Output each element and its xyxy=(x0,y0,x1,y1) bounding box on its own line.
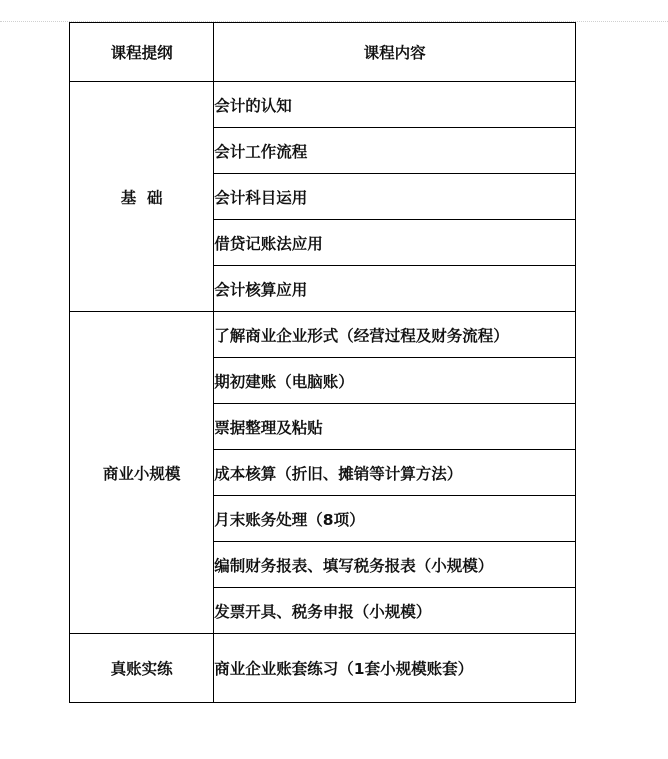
table-row xyxy=(70,634,576,703)
content-cell: 会计核算应用 xyxy=(214,266,576,312)
content-cell: 会计的认知 xyxy=(214,82,576,128)
section-basics xyxy=(70,82,214,312)
section-real-practice: 真账实练 xyxy=(70,634,214,703)
content-cell: 期初建账（电脑账） xyxy=(214,358,576,404)
section-commercial-small-scale: 商业小规模 xyxy=(70,312,214,634)
header-content: 课程内容 xyxy=(214,23,576,82)
content-cell: 会计工作流程 xyxy=(214,128,576,174)
content-cell: 发票开具、税务申报（小规模） xyxy=(214,588,576,634)
section-label: 基 础 xyxy=(120,188,163,207)
content-cell: 票据整理及粘贴 xyxy=(214,404,576,450)
content-cell: 成本核算（折旧、摊销等计算方法） xyxy=(214,450,576,496)
content-cell: 月末账务处理（8项） xyxy=(214,496,576,542)
content-cell: 借贷记账法应用 xyxy=(214,220,576,266)
course-syllabus-table xyxy=(69,22,576,703)
header-outline: 课程提纲 xyxy=(70,23,214,82)
content-cell: 会计科目运用 xyxy=(214,174,576,220)
table-row xyxy=(70,312,576,358)
content-cell: 了解商业企业形式（经营过程及财务流程） xyxy=(214,312,576,358)
header-row xyxy=(70,23,576,82)
content-cell: 编制财务报表、填写税务报表（小规模） xyxy=(214,542,576,588)
content-cell: 商业企业账套练习（1套小规模账套） xyxy=(214,634,576,703)
table-row xyxy=(70,82,576,128)
